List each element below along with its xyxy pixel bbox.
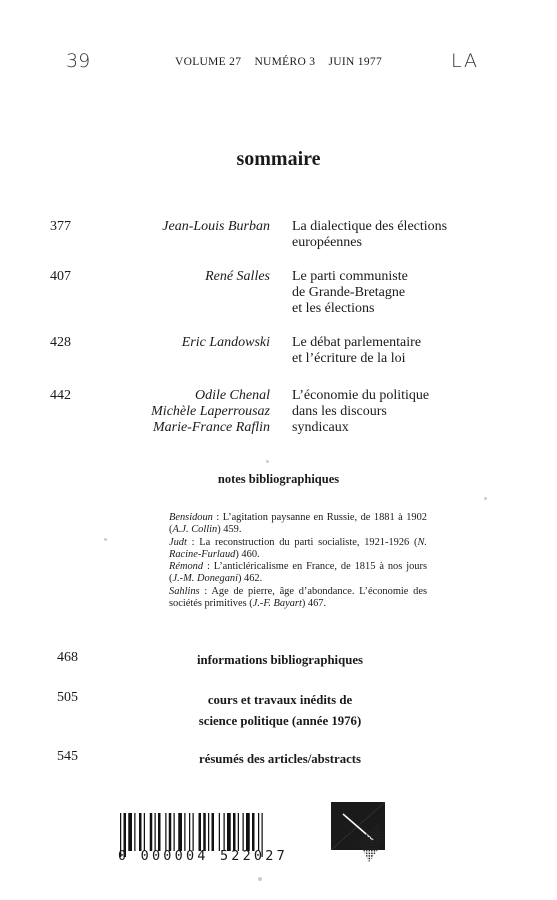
barcode-bar: [155, 813, 156, 851]
note-name: Judt: [169, 536, 187, 548]
note-page: ) 460.: [235, 548, 260, 560]
note-page: ) 462.: [237, 573, 263, 585]
entry-authors: [90, 388, 270, 436]
note-name: Rémond: [169, 561, 204, 573]
barcode-bar: [203, 813, 206, 851]
note-name: Sahlins: [169, 585, 200, 597]
barcode-bar: [174, 813, 175, 851]
barcode-bar: [150, 813, 153, 851]
article-line: Le parti communiste: [292, 269, 408, 284]
note-text: : Age de pierre, âge d’abondance. L’économie des sociétés primitives (: [169, 585, 427, 610]
author: Eric Landowski: [181, 335, 270, 350]
article-line: L’économie du politique: [292, 388, 430, 403]
volume: VOLUME 27: [174, 56, 242, 68]
barcode-bar: [252, 813, 255, 851]
note-item: [169, 586, 427, 611]
note-page: ) 459.: [217, 524, 242, 536]
section-label: [140, 690, 420, 732]
article-title: [292, 335, 532, 367]
article-title: [292, 219, 532, 251]
article-line: dans les discours: [292, 404, 387, 419]
barcode-bar: [178, 813, 182, 851]
barcode-bar: [219, 813, 220, 851]
issue-number: NUMÉRO 3: [254, 56, 316, 68]
author: Jean-Louis Burban: [162, 219, 270, 234]
entry-page: 428: [50, 335, 71, 350]
barcode-digits: 0 000004 522027: [118, 848, 288, 864]
note-text: : L’agitation paysanne en Russie, de 1881 à 1902 (: [169, 512, 427, 536]
barcode-bar: [258, 813, 259, 851]
handwritten-initials: LA: [451, 50, 480, 72]
author: Michèle Laperrousaz: [151, 404, 270, 419]
article-title: [292, 388, 532, 436]
note-item: [169, 537, 427, 562]
speck: [258, 877, 262, 881]
note-name: Bensidoun: [169, 512, 213, 523]
article-line: et les élections: [292, 301, 375, 316]
author: Marie-France Raflin: [152, 420, 270, 435]
barcode-bar: [169, 813, 172, 851]
handwritten-number: 39: [66, 50, 91, 72]
barcode-bar: [224, 813, 225, 851]
article-line: Le débat parlementaire: [292, 335, 422, 350]
section-label: [140, 749, 420, 770]
author: Odile Chenal: [194, 388, 270, 403]
section-page: 545: [57, 749, 78, 764]
section-line: science politique (année 1976): [198, 714, 362, 728]
note-page: ) 467.: [301, 598, 327, 610]
article-line: et l’écriture de la loi: [292, 351, 406, 366]
barcode-bar: [165, 813, 166, 851]
notes-list: [169, 512, 427, 610]
article-line: La dialectique des élections: [292, 219, 448, 234]
entry-authors: [90, 269, 270, 285]
author: René Salles: [205, 269, 270, 284]
barcode-bar: [189, 813, 190, 851]
barcode-bar: [134, 813, 135, 851]
article-line: syndicaux: [292, 420, 349, 435]
note-reviewer: J.-F. Bayart: [252, 598, 302, 610]
barcode-bar: [128, 813, 132, 851]
article-line: de Grande-Bretagne: [292, 285, 406, 300]
note-text: : La reconstruction du parti socialiste, 1921-1926 (: [186, 536, 418, 548]
section-line: cours et travaux inédits de: [207, 693, 353, 707]
section-label: [140, 650, 420, 671]
note-reviewer: A.J. Collin: [172, 524, 218, 536]
barcode-bar: [208, 813, 209, 851]
publisher-logo: [329, 800, 387, 866]
section-line: résumés des articles/abstracts: [198, 752, 362, 766]
speck: [104, 538, 107, 541]
barcode-bar: [238, 813, 239, 851]
note-reviewer: J.-M. Donegani: [172, 573, 238, 585]
note-item: [169, 561, 427, 586]
issue-date: JUIN 1977: [328, 56, 382, 68]
entry-page: 442: [50, 388, 71, 403]
note-item: [169, 512, 427, 537]
barcode-bar: [212, 813, 215, 851]
barcode-bar: [184, 813, 185, 851]
barcode-bar: [233, 813, 236, 851]
barcode-bar: [227, 813, 231, 851]
entry-authors: [90, 219, 270, 235]
barcode-bar: [243, 813, 244, 851]
page-title: sommaire: [236, 148, 321, 170]
note-reviewer: N. Racine-Furlaud: [169, 536, 427, 560]
speck: [484, 497, 487, 500]
speck: [266, 460, 269, 463]
article-line: européennes: [292, 235, 362, 250]
barcode-bar: [158, 813, 161, 851]
note-text: : L’anticléricalisme en France, de 1815 à nos jours (: [169, 561, 427, 585]
barcode-bar: [199, 813, 202, 851]
barcode-bar: [193, 813, 194, 851]
barcode-bar: [144, 813, 145, 851]
barcode-bar: [139, 813, 142, 851]
section-page: 468: [57, 650, 78, 665]
entry-authors: [90, 335, 270, 351]
section-line: informations bibliographiques: [196, 653, 364, 667]
entry-page: 407: [50, 269, 71, 284]
notes-heading: notes bibliographiques: [217, 472, 340, 486]
entry-page: 377: [50, 219, 71, 234]
section-page: 505: [57, 690, 78, 705]
barcode-bar: [246, 813, 250, 851]
issue-info: [0, 56, 557, 68]
article-title: [292, 269, 532, 317]
